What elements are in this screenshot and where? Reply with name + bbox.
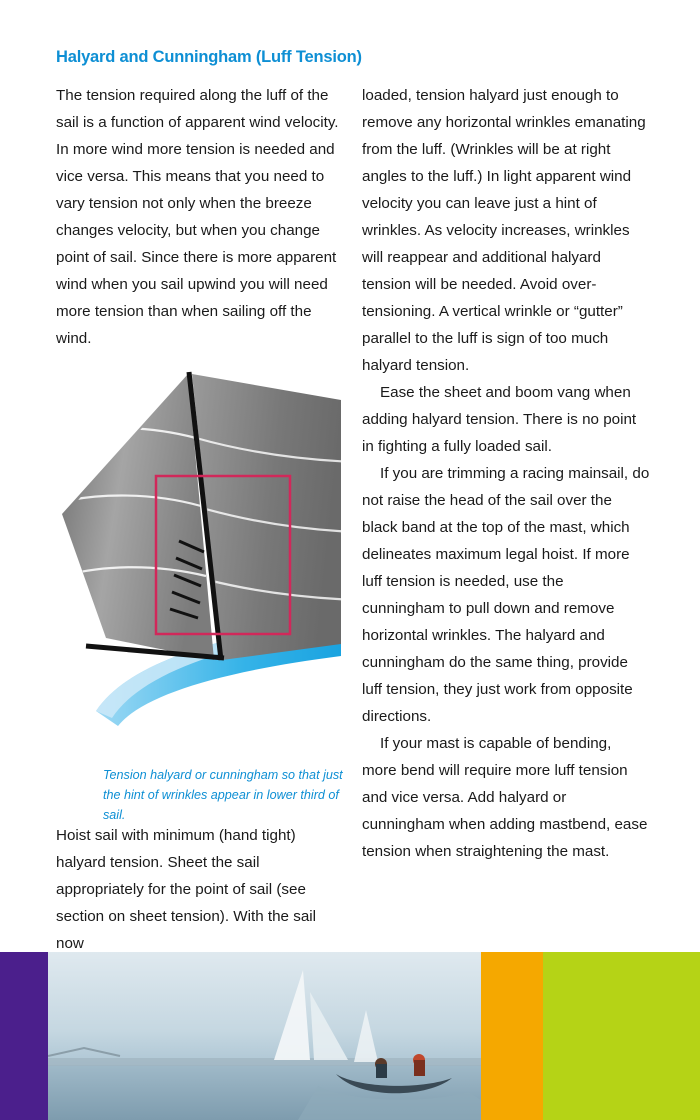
paragraph: Ease the sheet and boom vang when adding halyard tension. There is no point in fighting a fully loaded sail. xyxy=(362,384,637,455)
page-title: Halyard and Cunningham (Luff Tension) xyxy=(56,48,362,66)
bottom-color-band xyxy=(0,952,700,1120)
sailboat-photo xyxy=(48,952,481,1120)
band-orange-block xyxy=(481,952,543,1120)
paragraph: The tension required along the luff of the sail is a function of apparent wind velocity. In more wind more tension is needed and vice versa. This means that you need to vary tension not only when the breeze changes velocity, but when you change point of sail. Since there is more apparent wind when you sail upwind you will need more tension than when sailing off the wind. xyxy=(56,87,339,347)
paragraph: loaded, tension halyard just enough to remove any horizontal wrinkles emanating from the luff. (Wrinkles will be at right angles to the luff.) In light apparent wind velocity you can leave just a hint of wrinkles. As velocity increases, wrinkles will reappear and additional halyard tension will be needed. Avoid over-tensioning. A vertical wrinkle or “gutter” parallel to the luff is sign of too much halyard tension. xyxy=(362,87,646,374)
figure-caption: Tension halyard or cunningham so that just the hint of wrinkles appear in lower third of sail. xyxy=(103,768,343,822)
sail-luff-tension-diagram xyxy=(56,366,341,756)
left-column xyxy=(56,82,341,352)
band-purple-block xyxy=(0,952,48,1120)
right-column xyxy=(362,82,650,865)
paragraph: If you are trimming a racing mainsail, do not raise the head of the sail over the black band at the top of the mast, which delineates maximum legal hoist. If more luff tension is needed, use the cunningham to pull down and remove horizontal wrinkles. The halyard and cunningham do the same thing, provide luff tension, they just work from opposite directions. xyxy=(362,465,650,725)
left-column-lower xyxy=(56,822,346,957)
paragraph: Hoist sail with minimum (hand tight) halyard tension. Sheet the sail appropriately for the point of sail (see section on sheet tension). With the sail now xyxy=(56,827,317,952)
paragraph: If your mast is capable of bending, more bend will require more luff tension and vice versa. Add halyard or cunningham when adding mastbend, ease tension when straightening the mast. xyxy=(362,735,648,860)
band-green-block xyxy=(543,952,700,1120)
